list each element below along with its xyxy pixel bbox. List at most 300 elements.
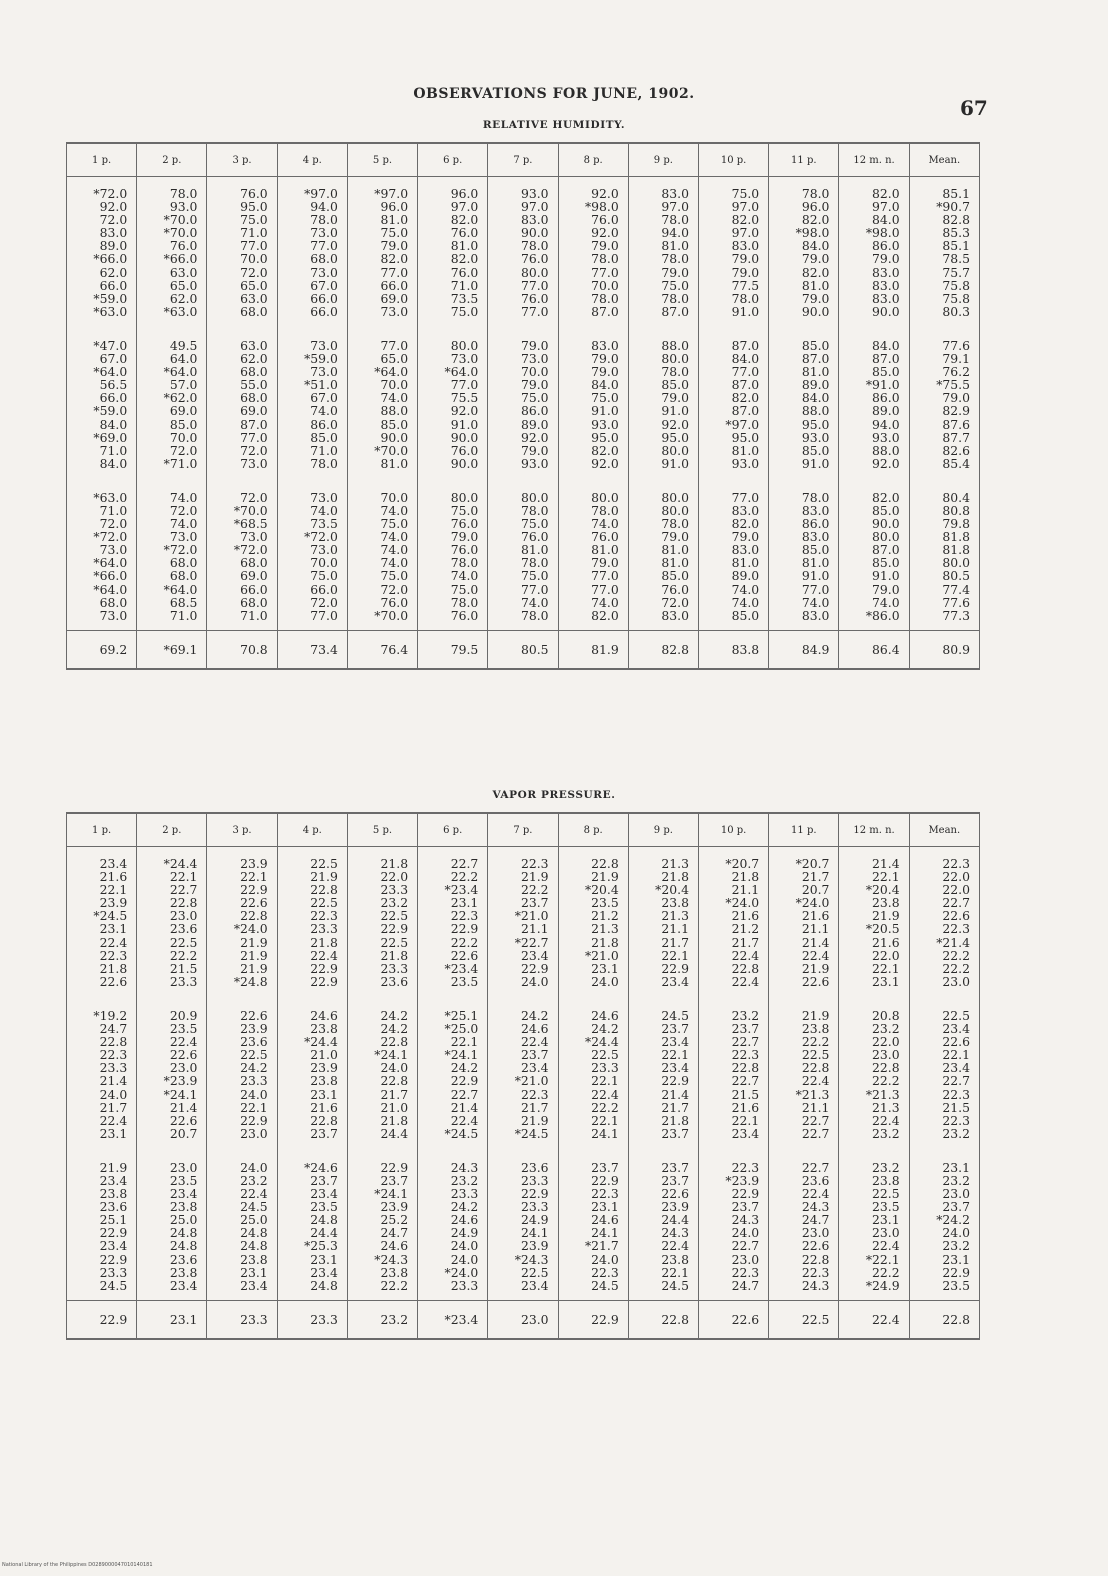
spacer-cell — [839, 470, 909, 491]
relative-humidity-table — [66, 142, 980, 670]
data-cell: 72.0 — [277, 596, 347, 609]
data-cell: 23.8 — [839, 896, 909, 909]
data-cell: 22.8 — [347, 1035, 417, 1048]
data-cell: 77.6 — [909, 339, 979, 352]
mean-cell: 23.2 — [347, 1300, 417, 1339]
data-row — [67, 404, 980, 417]
data-cell: 24.6 — [277, 1009, 347, 1022]
data-cell: *62.0 — [137, 391, 207, 404]
data-row — [67, 583, 980, 596]
data-cell: 78.0 — [418, 556, 488, 569]
data-row — [67, 491, 980, 504]
data-cell: 78.0 — [628, 292, 698, 305]
data-cell: 24.0 — [488, 975, 558, 988]
data-cell: 21.0 — [347, 1101, 417, 1114]
data-cell: 83.0 — [628, 177, 698, 201]
vapor-pressure-table — [66, 812, 980, 1340]
data-cell: 22.2 — [839, 1074, 909, 1087]
humidity-table-title: RELATIVE HUMIDITY. — [482, 119, 626, 131]
data-cell: 22.2 — [488, 883, 558, 896]
data-cell: 22.2 — [418, 936, 488, 949]
data-cell: 83.0 — [769, 504, 839, 517]
data-cell: 22.9 — [277, 975, 347, 988]
spacer-cell — [628, 470, 698, 491]
data-cell: 23.8 — [769, 1022, 839, 1035]
mean-cell: 76.4 — [347, 630, 417, 669]
data-cell: 23.7 — [628, 1174, 698, 1187]
data-cell: 23.6 — [769, 1174, 839, 1187]
data-cell: 78.0 — [488, 609, 558, 622]
data-cell: 22.6 — [769, 975, 839, 988]
data-cell: 22.6 — [769, 1239, 839, 1252]
spacer-cell — [347, 470, 417, 491]
data-cell: 96.0 — [347, 200, 417, 213]
data-cell: 94.0 — [839, 418, 909, 431]
data-cell: 87.0 — [628, 305, 698, 318]
data-cell: *24.9 — [839, 1279, 909, 1292]
data-cell: *98.0 — [558, 200, 628, 213]
data-cell: 22.3 — [909, 922, 979, 935]
data-cell: 73.0 — [277, 226, 347, 239]
data-cell: 21.5 — [909, 1101, 979, 1114]
data-cell: 23.2 — [839, 1127, 909, 1140]
data-cell: 78.0 — [558, 252, 628, 265]
data-cell: *22.7 — [488, 936, 558, 949]
data-cell: 24.6 — [418, 1213, 488, 1226]
data-cell: 23.1 — [558, 962, 628, 975]
data-cell: 21.8 — [698, 870, 768, 883]
data-cell: 23.9 — [207, 847, 277, 871]
data-cell: 22.1 — [558, 1074, 628, 1087]
data-cell: 71.0 — [207, 609, 277, 622]
data-cell: 77.0 — [698, 365, 768, 378]
data-cell: *25.1 — [418, 1009, 488, 1022]
data-cell: 23.7 — [277, 1174, 347, 1187]
data-cell: 70.0 — [488, 365, 558, 378]
data-cell: 82.0 — [418, 252, 488, 265]
data-cell: 84.0 — [839, 339, 909, 352]
data-cell: *20.7 — [698, 847, 768, 871]
data-cell: 86.0 — [488, 404, 558, 417]
spacer-cell — [137, 318, 207, 339]
data-cell: 74.0 — [488, 596, 558, 609]
data-cell: 22.4 — [769, 1074, 839, 1087]
data-cell: 22.3 — [909, 1114, 979, 1127]
spacer-cell — [698, 622, 768, 631]
data-cell: 22.9 — [488, 962, 558, 975]
spacer-cell — [909, 318, 979, 339]
data-cell: 24.0 — [67, 1088, 137, 1101]
data-cell: 78.0 — [418, 596, 488, 609]
data-cell: 88.0 — [769, 404, 839, 417]
spacer-cell — [769, 1140, 839, 1161]
data-cell: 24.8 — [277, 1279, 347, 1292]
data-row — [67, 1101, 980, 1114]
data-cell: 23.1 — [909, 1161, 979, 1174]
data-cell: 72.0 — [207, 491, 277, 504]
data-cell: 67.0 — [277, 279, 347, 292]
data-cell: 22.1 — [207, 870, 277, 883]
data-cell: 68.0 — [207, 556, 277, 569]
data-cell: 74.0 — [418, 569, 488, 582]
data-cell: 22.9 — [277, 962, 347, 975]
data-cell: 21.3 — [839, 1101, 909, 1114]
data-cell: 23.4 — [277, 1266, 347, 1279]
data-cell: 73.0 — [137, 530, 207, 543]
data-cell: 80.5 — [909, 569, 979, 582]
data-cell: 23.2 — [698, 1009, 768, 1022]
data-cell: 23.8 — [277, 1074, 347, 1087]
data-cell: *72.0 — [277, 530, 347, 543]
data-cell: 75.0 — [347, 226, 417, 239]
data-cell: 91.0 — [769, 457, 839, 470]
data-cell: 93.0 — [839, 431, 909, 444]
data-cell: 22.9 — [698, 1187, 768, 1200]
data-cell: 78.0 — [769, 491, 839, 504]
data-cell: 24.7 — [769, 1213, 839, 1226]
data-cell: 79.0 — [698, 252, 768, 265]
data-cell: 77.0 — [207, 431, 277, 444]
data-cell: 86.0 — [277, 418, 347, 431]
data-cell: 21.8 — [347, 949, 417, 962]
data-cell: 23.0 — [769, 1226, 839, 1239]
data-cell: 21.4 — [137, 1101, 207, 1114]
data-cell: 82.6 — [909, 444, 979, 457]
data-cell: 23.4 — [628, 1035, 698, 1048]
data-row — [67, 292, 980, 305]
data-cell: 91.0 — [628, 404, 698, 417]
data-cell: 81.0 — [769, 279, 839, 292]
data-cell: 22.7 — [137, 883, 207, 896]
data-cell: 69.0 — [137, 404, 207, 417]
data-cell: 85.4 — [909, 457, 979, 470]
data-cell: 23.4 — [67, 847, 137, 871]
data-cell: 24.2 — [207, 1061, 277, 1074]
data-cell: 24.2 — [347, 1009, 417, 1022]
data-cell: 24.0 — [347, 1061, 417, 1074]
data-cell: *24.1 — [418, 1048, 488, 1061]
data-cell: 22.3 — [558, 1266, 628, 1279]
data-cell: *23.4 — [418, 883, 488, 896]
data-cell: 24.7 — [67, 1022, 137, 1035]
data-cell: 62.0 — [137, 292, 207, 305]
mean-cell: 70.8 — [207, 630, 277, 669]
mean-cell: 86.4 — [839, 630, 909, 669]
data-cell: 22.8 — [207, 909, 277, 922]
data-cell: 23.2 — [839, 1022, 909, 1035]
data-cell: 89.0 — [839, 404, 909, 417]
spacer-cell — [207, 1140, 277, 1161]
spacer-cell — [277, 1292, 347, 1301]
data-cell: 81.0 — [347, 213, 417, 226]
spacer-cell — [137, 622, 207, 631]
data-cell: 73.0 — [67, 609, 137, 622]
column-header: 7 p. — [488, 143, 558, 177]
data-row — [67, 177, 980, 201]
data-cell: 22.8 — [769, 1253, 839, 1266]
data-row — [67, 279, 980, 292]
data-cell: 23.9 — [277, 1061, 347, 1074]
data-cell: 23.6 — [67, 1200, 137, 1213]
group-spacer — [67, 988, 980, 1009]
data-cell: 23.4 — [698, 1127, 768, 1140]
data-cell: 22.1 — [67, 883, 137, 896]
data-cell: 73.5 — [418, 292, 488, 305]
data-cell: 22.4 — [698, 975, 768, 988]
data-cell: *20.5 — [839, 922, 909, 935]
column-header: 11 p. — [769, 813, 839, 847]
data-cell: 22.9 — [347, 1161, 417, 1174]
data-cell: 72.0 — [628, 596, 698, 609]
data-cell: 23.3 — [67, 1266, 137, 1279]
data-cell: 22.9 — [628, 1074, 698, 1087]
data-cell: 21.6 — [769, 909, 839, 922]
data-cell: 80.0 — [628, 444, 698, 457]
data-cell: 22.8 — [67, 1035, 137, 1048]
mean-cell: 22.9 — [558, 1300, 628, 1339]
data-cell: 24.0 — [207, 1161, 277, 1174]
data-cell: 22.6 — [628, 1187, 698, 1200]
spacer-cell — [769, 318, 839, 339]
data-cell: 23.0 — [698, 1253, 768, 1266]
data-cell: 87.0 — [207, 418, 277, 431]
data-cell: 22.7 — [769, 1161, 839, 1174]
data-cell: 77.0 — [347, 339, 417, 352]
mean-cell: 22.9 — [67, 1300, 137, 1339]
data-cell: 70.0 — [137, 431, 207, 444]
data-cell: 21.6 — [698, 909, 768, 922]
data-cell: 24.5 — [628, 1009, 698, 1022]
data-cell: 91.0 — [839, 569, 909, 582]
data-cell: 82.9 — [909, 404, 979, 417]
data-cell: 23.0 — [137, 1161, 207, 1174]
data-cell: 22.5 — [347, 909, 417, 922]
data-cell: 77.0 — [347, 266, 417, 279]
spacer-cell — [698, 470, 768, 491]
data-cell: *21.3 — [839, 1088, 909, 1101]
data-cell: 21.2 — [698, 922, 768, 935]
data-cell: 69.0 — [207, 404, 277, 417]
data-cell: 70.0 — [277, 556, 347, 569]
data-cell: 24.7 — [347, 1226, 417, 1239]
data-cell: 55.0 — [207, 378, 277, 391]
data-cell: 62.0 — [67, 266, 137, 279]
data-cell: 78.0 — [558, 292, 628, 305]
spacer-cell — [488, 988, 558, 1009]
data-cell: 24.2 — [418, 1200, 488, 1213]
data-cell: 85.0 — [769, 339, 839, 352]
group-spacer — [67, 470, 980, 491]
mean-cell: 23.3 — [277, 1300, 347, 1339]
data-cell: 24.0 — [418, 1253, 488, 1266]
data-cell: 85.0 — [839, 504, 909, 517]
data-cell: 79.0 — [488, 378, 558, 391]
data-cell: 21.3 — [628, 847, 698, 871]
data-cell: *24.5 — [418, 1127, 488, 1140]
data-cell: 80.0 — [558, 491, 628, 504]
data-cell: 91.0 — [698, 305, 768, 318]
mean-row — [67, 1300, 980, 1339]
data-cell: 24.0 — [698, 1226, 768, 1239]
data-cell: 24.5 — [628, 1279, 698, 1292]
spacer-cell — [277, 988, 347, 1009]
mean-cell: 23.1 — [137, 1300, 207, 1339]
data-cell: 78.5 — [909, 252, 979, 265]
data-cell: *21.0 — [488, 909, 558, 922]
data-cell: 76.0 — [488, 530, 558, 543]
spacer-cell — [67, 1140, 137, 1161]
data-cell: 90.0 — [418, 431, 488, 444]
data-cell: 75.0 — [418, 305, 488, 318]
data-cell: 22.7 — [769, 1114, 839, 1127]
data-cell: 78.0 — [628, 517, 698, 530]
data-cell: 23.1 — [839, 1213, 909, 1226]
data-cell: *63.0 — [137, 305, 207, 318]
data-cell: 68.0 — [207, 365, 277, 378]
data-cell: 82.0 — [698, 213, 768, 226]
column-header: 8 p. — [558, 143, 628, 177]
data-cell: 22.1 — [207, 1101, 277, 1114]
data-cell: 21.8 — [558, 936, 628, 949]
spacer-cell — [558, 470, 628, 491]
data-cell: 77.0 — [418, 378, 488, 391]
spacer-cell — [418, 1292, 488, 1301]
data-cell: 81.0 — [418, 239, 488, 252]
data-cell: 21.3 — [558, 922, 628, 935]
data-cell: 95.0 — [558, 431, 628, 444]
data-cell: *24.8 — [207, 975, 277, 988]
data-cell: 87.0 — [839, 352, 909, 365]
data-cell: *23.9 — [698, 1174, 768, 1187]
data-cell: 89.0 — [67, 239, 137, 252]
data-cell: 91.0 — [558, 404, 628, 417]
data-cell: 82.0 — [839, 491, 909, 504]
data-cell: *64.0 — [67, 365, 137, 378]
spacer-cell — [839, 622, 909, 631]
data-cell: 21.7 — [769, 870, 839, 883]
data-cell: 23.2 — [909, 1174, 979, 1187]
data-cell: 74.0 — [137, 517, 207, 530]
data-cell: 22.4 — [769, 949, 839, 962]
column-header: 1 p. — [67, 143, 137, 177]
data-cell: 23.7 — [558, 1161, 628, 1174]
data-cell: 79.0 — [698, 530, 768, 543]
mean-cell: 84.9 — [769, 630, 839, 669]
data-cell: 81.0 — [347, 457, 417, 470]
spacer-cell — [558, 318, 628, 339]
data-cell: 76.0 — [418, 266, 488, 279]
data-cell: 88.0 — [628, 339, 698, 352]
data-cell: *24.1 — [347, 1187, 417, 1200]
data-cell: 74.0 — [558, 596, 628, 609]
data-cell: *21.4 — [909, 936, 979, 949]
column-header: 11 p. — [769, 143, 839, 177]
data-cell: 89.0 — [698, 569, 768, 582]
data-cell: 79.0 — [488, 444, 558, 457]
data-cell: 23.3 — [207, 1074, 277, 1087]
data-cell: 68.0 — [207, 596, 277, 609]
spacer-cell — [839, 1140, 909, 1161]
data-cell: *70.0 — [137, 226, 207, 239]
data-cell: 79.0 — [628, 530, 698, 543]
data-cell: 89.0 — [769, 378, 839, 391]
mean-cell: 80.5 — [488, 630, 558, 669]
mean-cell: 22.5 — [769, 1300, 839, 1339]
mean-cell: 22.4 — [839, 1300, 909, 1339]
data-cell: *69.0 — [67, 431, 137, 444]
data-cell: 90.0 — [418, 457, 488, 470]
spacer-cell — [418, 988, 488, 1009]
spacer-cell — [418, 1140, 488, 1161]
data-cell: 23.7 — [347, 1174, 417, 1187]
data-cell: 23.2 — [418, 1174, 488, 1187]
data-cell: 97.0 — [628, 200, 698, 213]
data-cell: 75.0 — [418, 504, 488, 517]
data-cell: *63.0 — [67, 305, 137, 318]
data-cell: 24.6 — [558, 1213, 628, 1226]
data-cell: *86.0 — [839, 609, 909, 622]
data-cell: 80.0 — [628, 352, 698, 365]
data-cell: 23.8 — [628, 896, 698, 909]
data-cell: 23.4 — [137, 1279, 207, 1292]
data-cell: 83.0 — [839, 292, 909, 305]
spacer-cell — [67, 1292, 137, 1301]
header-row — [67, 143, 980, 177]
data-cell: 80.3 — [909, 305, 979, 318]
data-cell: 23.9 — [207, 1022, 277, 1035]
spacer-cell — [67, 470, 137, 491]
data-cell: 76.0 — [558, 213, 628, 226]
data-cell: 22.1 — [418, 1035, 488, 1048]
mean-cell: 79.5 — [418, 630, 488, 669]
spacer-cell — [347, 622, 417, 631]
data-row — [67, 418, 980, 431]
data-cell: 21.9 — [277, 870, 347, 883]
data-cell: 87.7 — [909, 431, 979, 444]
data-row — [67, 457, 980, 470]
data-cell: 74.0 — [347, 391, 417, 404]
spacer-cell — [698, 1140, 768, 1161]
data-cell: 22.4 — [769, 1187, 839, 1200]
data-cell: 23.4 — [488, 1061, 558, 1074]
data-cell: 22.4 — [418, 1114, 488, 1127]
data-cell: *64.0 — [67, 556, 137, 569]
data-cell: 80.8 — [909, 504, 979, 517]
data-cell: 21.7 — [488, 1101, 558, 1114]
data-cell: 78.0 — [769, 177, 839, 201]
column-header: 2 p. — [137, 143, 207, 177]
data-cell: 23.9 — [347, 1200, 417, 1213]
data-cell: 81.0 — [769, 365, 839, 378]
spacer-cell — [67, 988, 137, 1009]
data-cell: 91.0 — [418, 418, 488, 431]
spacer-cell — [769, 470, 839, 491]
data-cell: 21.8 — [347, 847, 417, 871]
data-cell: 23.7 — [909, 1200, 979, 1213]
data-cell: 22.2 — [418, 870, 488, 883]
data-cell: 23.3 — [67, 1061, 137, 1074]
data-cell: 23.0 — [909, 975, 979, 988]
data-cell: 73.0 — [277, 543, 347, 556]
spacer-cell — [137, 1292, 207, 1301]
data-cell: 23.5 — [137, 1174, 207, 1187]
data-cell: 84.0 — [769, 391, 839, 404]
vapor-table-title: VAPOR PRESSURE. — [492, 789, 616, 801]
data-row — [67, 1266, 980, 1279]
data-cell: 72.0 — [137, 444, 207, 457]
data-row — [67, 266, 980, 279]
data-cell: 23.5 — [277, 1200, 347, 1213]
